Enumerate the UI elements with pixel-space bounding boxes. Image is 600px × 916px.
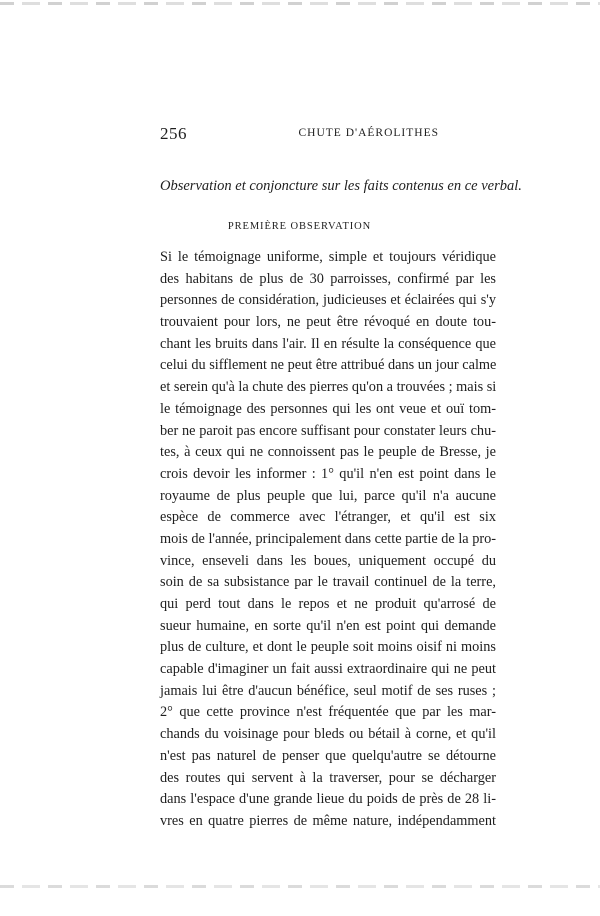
body-line: le témoignage des personnes qui les ont veue et ouï tom- (160, 400, 496, 417)
body-line: plus de culture, et dont le peuple soit moins oisif ni moins (160, 639, 496, 656)
running-head: CHUTE D'AÉROLITHES (298, 127, 439, 139)
page-number: 256 (160, 124, 187, 143)
scan-edge-bottom (0, 885, 600, 888)
section-title: PREMIÈRE OBSERVATION (227, 221, 372, 232)
body-line: tes, à ceux qui ne connoissent pas le peuple de Bresse, je (160, 444, 496, 461)
body-line: Si le témoignage uniforme, simple et toujours véridique (160, 249, 496, 265)
body-line: des habitans de plus de 30 parroisses, confirmé par les (160, 270, 496, 287)
body-line: n'est pas naturel de penser que quelqu'autre se détourne (160, 747, 496, 764)
intro-heading: Observation et conjoncture sur les faits contenus en ce verbal. (160, 178, 522, 194)
body-line: personnes de considération, judicieuses et éclairées qui s'y (160, 292, 496, 309)
body-line: vince, enseveli dans les boues, uniquement occupé du (160, 552, 496, 569)
body-line: chands du voisinage pour bleds ou bétail à corne, et qu'il (160, 726, 496, 743)
body-line: des routes qui servent à la traverser, pour se décharger (160, 769, 496, 786)
body-line: et serein qu'à la chute des pierres qu'on a trouvées ; mais si (160, 379, 497, 396)
body-line: vres en quatre pierres de même nature, indépendamment (160, 812, 496, 829)
body-line: qui perd tout dans le repos et ne produit qu'arrosé de (160, 596, 496, 612)
body-line: chant les bruits dans l'air. Il en résulte la conséquence que (160, 335, 496, 352)
body-line: soin de sa subsistance par le travail continuel de la terre, (160, 574, 496, 591)
body-line: trouvaient pour lors, ne peut être révoqué en doute tou- (160, 314, 496, 331)
body-line: mois de l'année, principalement dans cette partie de la pro- (160, 530, 497, 547)
body-line: 2° que cette province n'est fréquentée que par les mar- (160, 704, 496, 721)
body-line: dans l'espace d'une grande lieue du poids de près de 28 li- (160, 791, 496, 808)
body-text (160, 247, 496, 833)
body-line: royaume de plus peuple que lui, parce qu'il n'a aucune (160, 487, 496, 504)
body-line: sueur humaine, en sorte qu'il n'en est point qui demande (160, 617, 496, 634)
body-line: capable d'imaginer un fait aussi extraordinaire qui ne peut (160, 661, 496, 678)
scan-edge-top (0, 2, 600, 5)
body-line: crois devoir les informer : 1° qu'il n'en est point dans le (160, 465, 496, 482)
body-line: espèce de commerce avec l'étranger, et qu'il est six (160, 509, 496, 526)
page-header (160, 124, 439, 144)
body-line: ber ne paroit pas encore suffisant pour constater leurs chu- (160, 422, 496, 439)
body-line: celui du sifflement ne peut être attribué dans un jour calme (160, 357, 497, 374)
body-line: jamais lui être d'aucun bénéfice, seul motif de ses ruses ; (160, 682, 496, 699)
